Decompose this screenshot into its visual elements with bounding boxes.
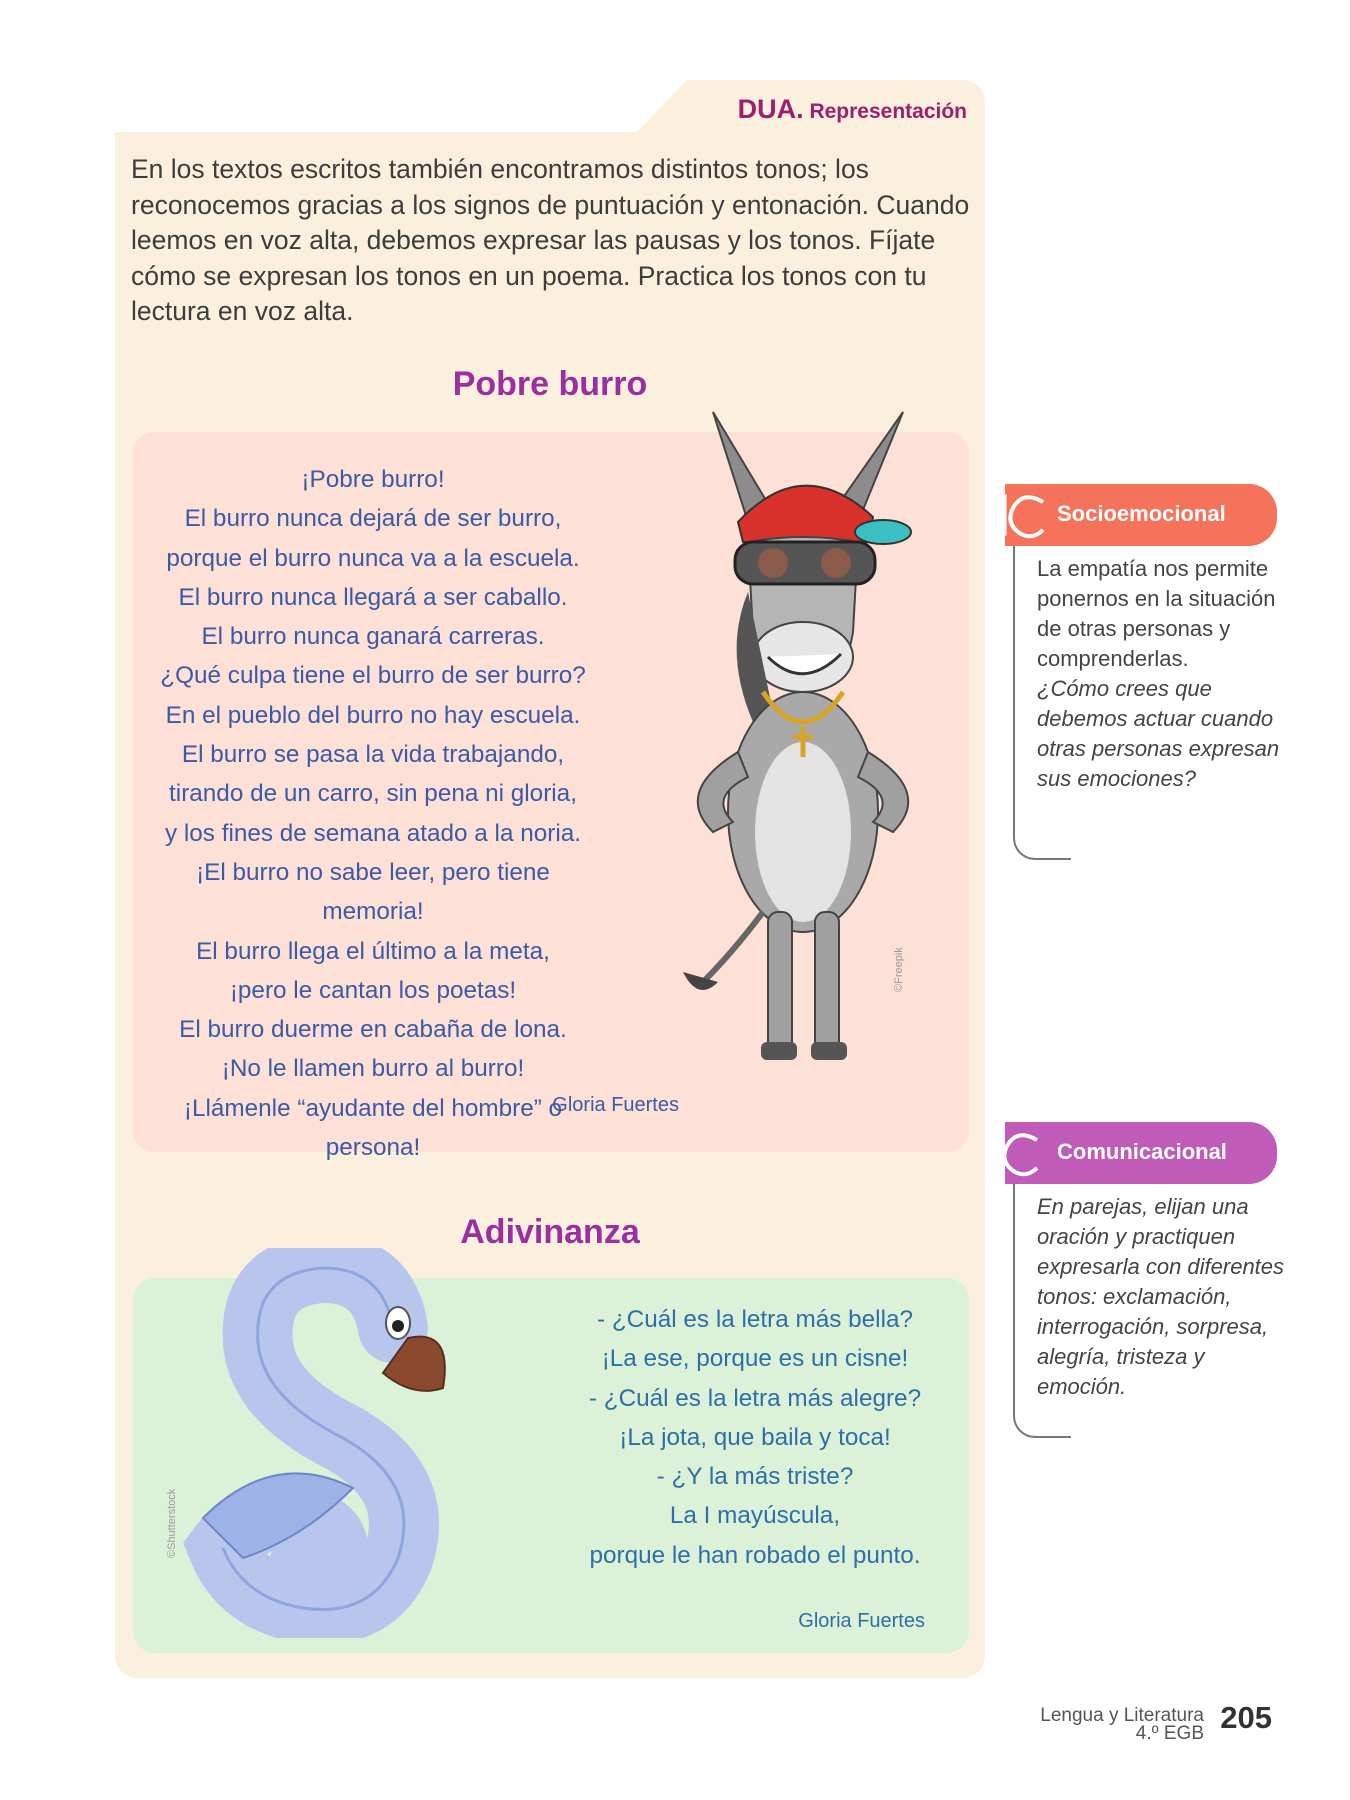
dua-rest: Representación bbox=[809, 100, 967, 123]
comunicacional-icon bbox=[991, 1128, 1049, 1178]
main-content-box bbox=[115, 80, 985, 1678]
poem-line: El burro se pasa la vida trabajando, bbox=[181, 741, 565, 769]
riddle-line: ¡La ese, porque es un cisne! bbox=[601, 1345, 909, 1373]
riddle-line: - ¿Y la más triste? bbox=[656, 1463, 854, 1491]
poem-line: El burro nunca ganará carreras. bbox=[201, 623, 545, 651]
poem-line: tirando de un carro, sin pena ni gloria, bbox=[169, 780, 577, 808]
poem-lines bbox=[153, 460, 593, 1167]
comunicacional-header bbox=[1005, 1122, 1277, 1184]
riddle-image-credit: ©Shutterstock bbox=[166, 1488, 178, 1558]
riddle-box bbox=[133, 1278, 969, 1653]
poem-line: El burro duerme en cabaña de lona. bbox=[179, 1016, 567, 1044]
poem-line: ¡No le llamen burro al burro! bbox=[221, 1055, 525, 1083]
poem-line: El burro nunca llegará a ser caballo. bbox=[178, 583, 568, 611]
intro-paragraph: En los textos escritos también encontramos distintos tonos; los reconocemos gracias a los signos de puntuación y entonación. Cuando leemos en voz alta, debemos expresar las pausas y los tonos. Fíjate cómo se expresan los tonos en un poema. Practica los tonos con tu lectura en voz alta. bbox=[131, 154, 970, 326]
comunicacional-card bbox=[1005, 1122, 1285, 1438]
poem-line: ¡El burro no sabe leer, pero tiene memoria! bbox=[196, 858, 550, 926]
page-number: 205 bbox=[1220, 1700, 1272, 1735]
swan-illustration bbox=[183, 1248, 483, 1638]
riddle-line: ¡La jota, que baila y toca! bbox=[619, 1423, 891, 1451]
footer-subject-name: Lengua y Literatura bbox=[1040, 1705, 1204, 1726]
socioemocional-card bbox=[1005, 484, 1280, 860]
socioemocional-text bbox=[1037, 554, 1287, 794]
poem-box bbox=[133, 432, 969, 1162]
poem-line: En el pueblo del burro no hay escuela. bbox=[165, 701, 581, 729]
comunicacional-title: Comunicacional bbox=[1057, 1139, 1227, 1164]
poem-line: porque el burro nunca va a la escuela. bbox=[166, 544, 580, 572]
donkey-illustration bbox=[653, 392, 953, 1092]
riddle-title: Adivinanza bbox=[460, 1213, 640, 1251]
poem-line: y los fines de semana atado a la noria. bbox=[164, 819, 581, 847]
footer-grade: 4.º EGB bbox=[1135, 1723, 1204, 1744]
poem-line: ¡pero le cantan los poetas! bbox=[229, 976, 517, 1004]
riddle-line: porque le han robado el punto. bbox=[589, 1541, 921, 1569]
poem-line: ¿Qué culpa tiene el burro de ser burro? bbox=[160, 662, 586, 690]
socioemocional-icon bbox=[991, 490, 1049, 540]
riddle-line: - ¿Cuál es la letra más alegre? bbox=[588, 1384, 922, 1412]
comunicacional-text bbox=[1037, 1192, 1287, 1402]
poem-line: El burro nunca dejará de ser burro, bbox=[184, 505, 562, 533]
riddle-lines bbox=[585, 1300, 925, 1575]
poem-image-credit: ©Freepik bbox=[893, 947, 905, 992]
comunicacional-statement: En parejas, elijan una oración y practiquen expresarla con diferentes tonos: exclamación, interrogación, sorpresa, alegría, tristeza y emoción. bbox=[1037, 1194, 1285, 1399]
poem-author: Gloria Fuertes bbox=[552, 1094, 679, 1116]
riddle-line: La I mayúscula, bbox=[669, 1502, 841, 1530]
poem-line: ¡Pobre burro! bbox=[301, 466, 445, 493]
riddle-author: Gloria Fuertes bbox=[798, 1610, 925, 1632]
socioemocional-title: Socioemocional bbox=[1057, 501, 1226, 526]
riddle-line: - ¿Cuál es la letra más bella? bbox=[597, 1306, 913, 1333]
socioemocional-question: ¿Cómo crees que debemos actuar cuando otras personas expresan sus emociones? bbox=[1037, 676, 1280, 791]
socioemocional-header bbox=[1005, 484, 1277, 546]
socioemocional-body-border bbox=[1013, 546, 1280, 860]
poem-title: Pobre burro bbox=[452, 365, 648, 403]
dua-label bbox=[738, 94, 967, 125]
comunicacional-body-border bbox=[1013, 1184, 1285, 1438]
footer-subject bbox=[1040, 1707, 1204, 1743]
poem-line: ¡Llámenle “ayudante del hombre” o persona! bbox=[183, 1094, 563, 1162]
poem-line: El burro llega el último a la meta, bbox=[196, 937, 550, 965]
dua-strong: DUA. bbox=[737, 94, 804, 124]
socioemocional-statement: La empatía nos permite ponernos en la situación de otras personas y comprenderlas. bbox=[1037, 556, 1276, 671]
